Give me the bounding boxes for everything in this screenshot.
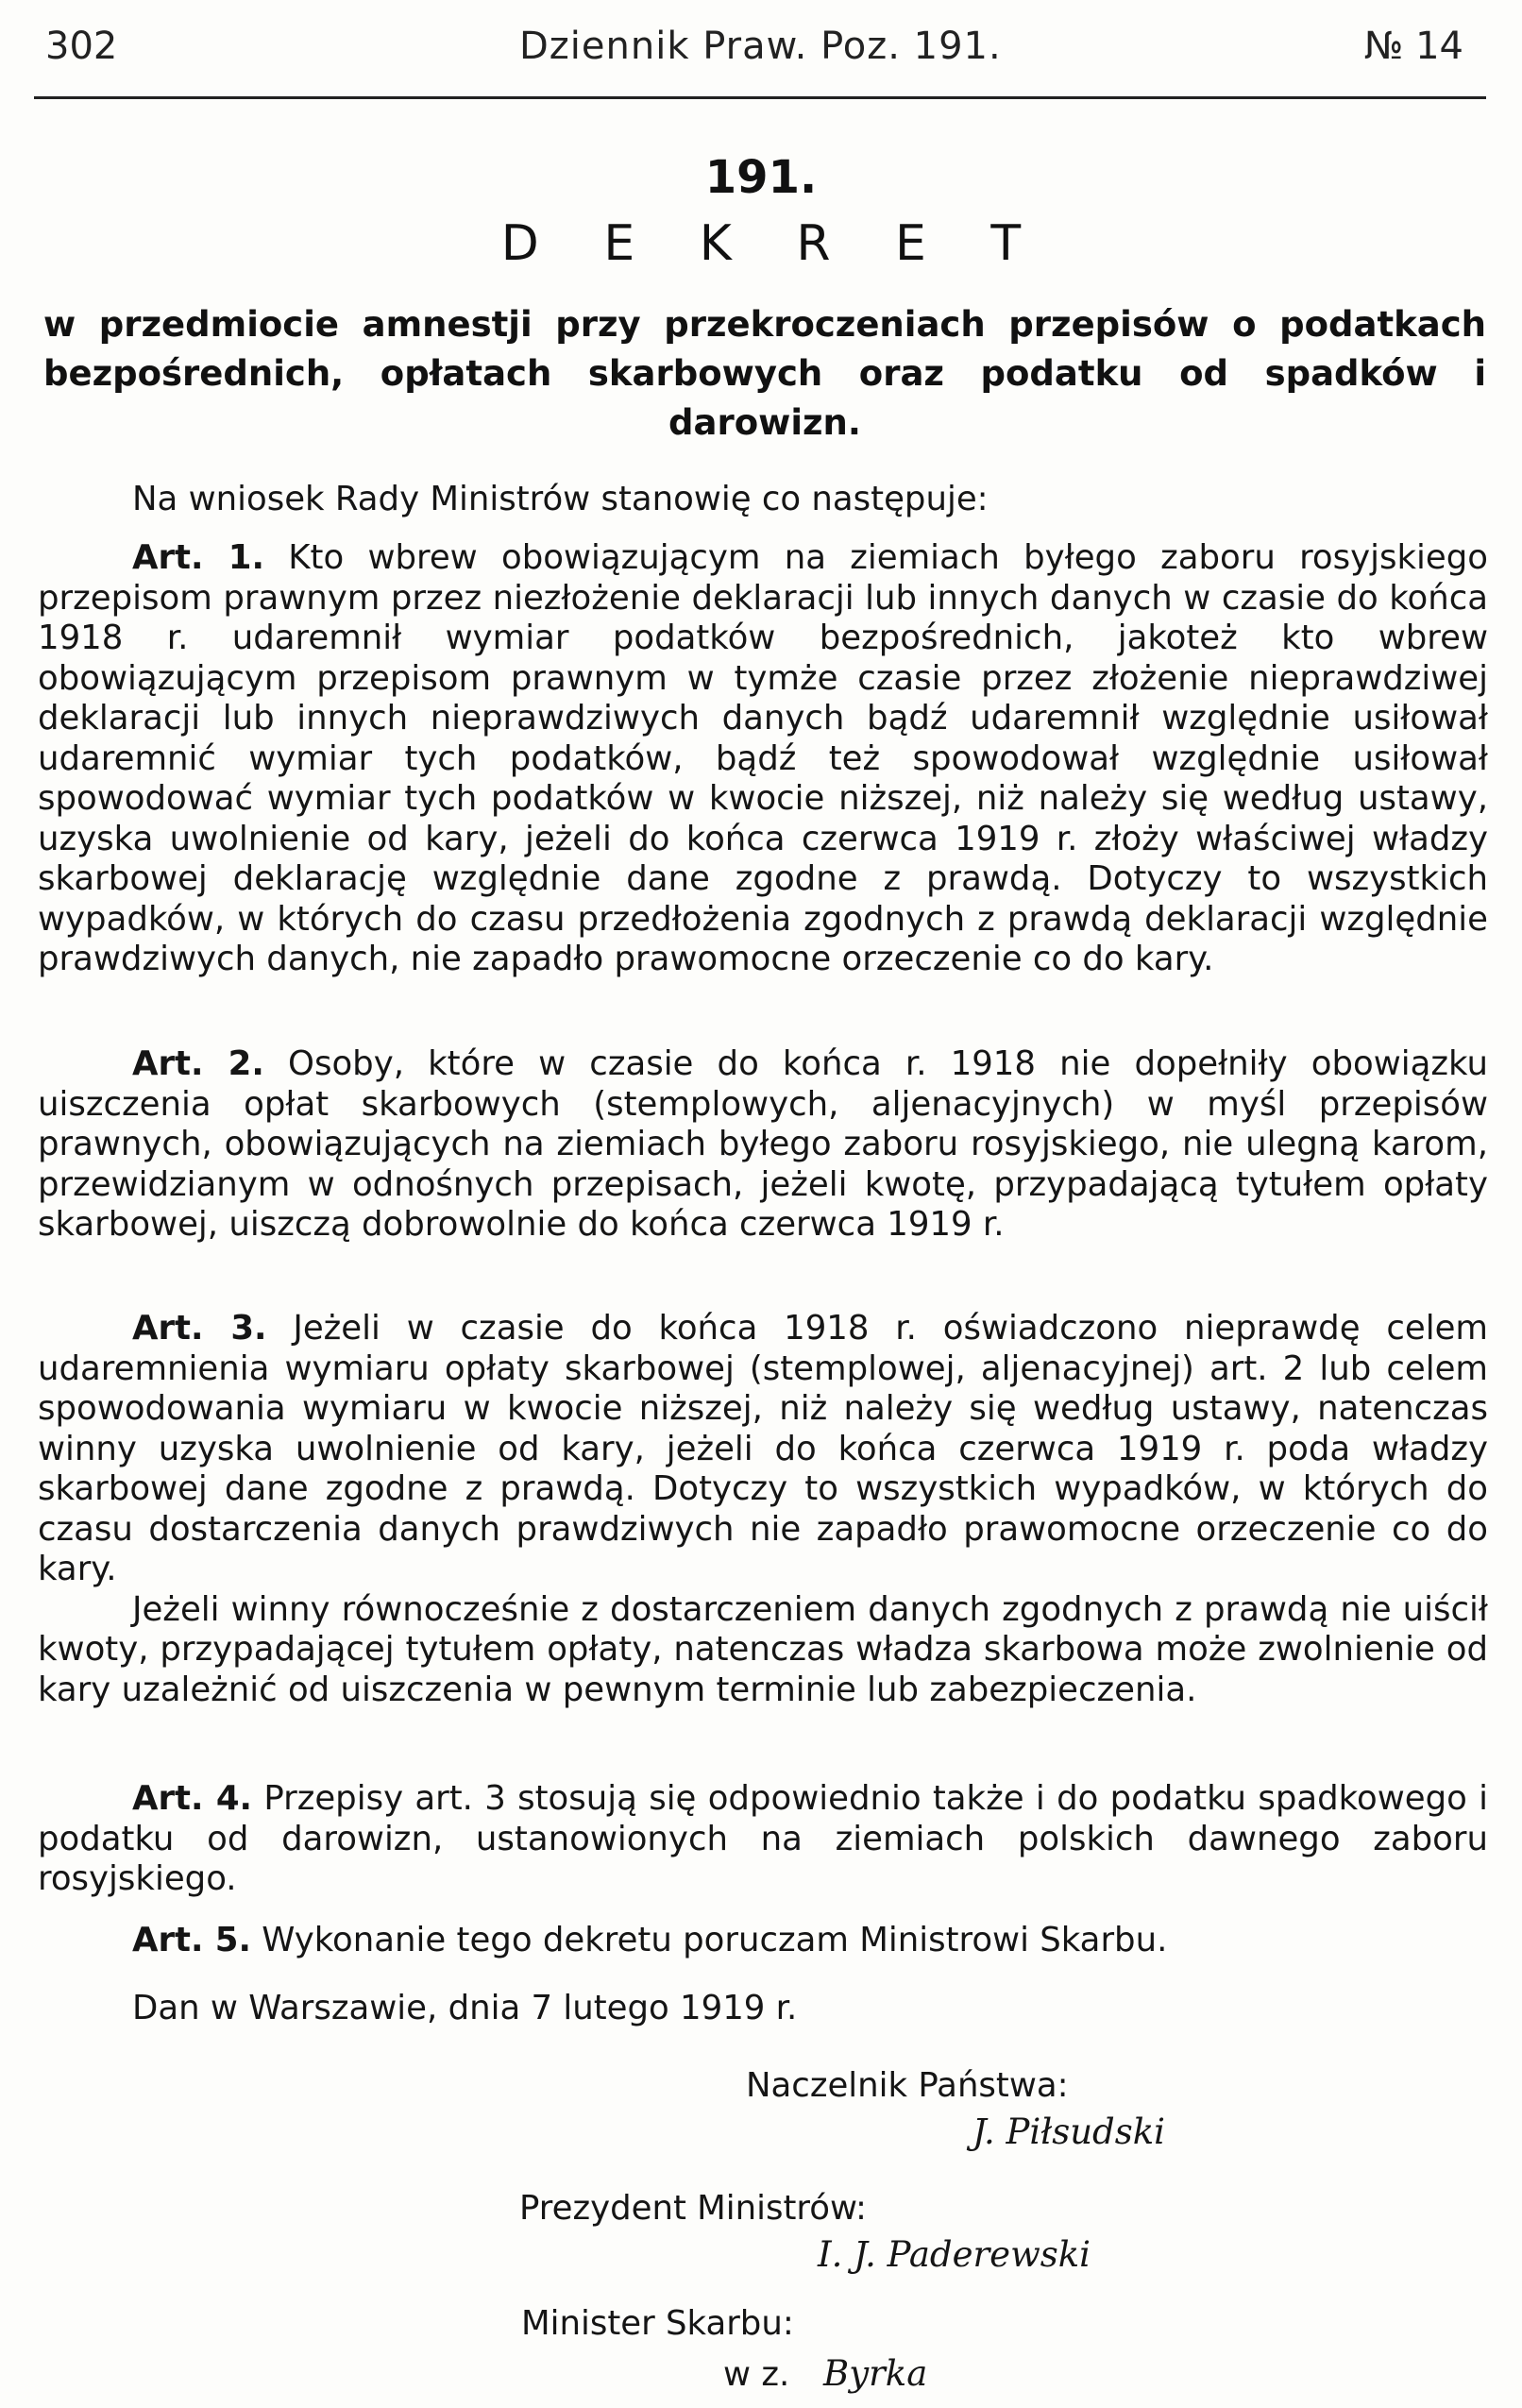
article-text: Wykonanie tego dekretu poruczam Ministrowi Skarbu. (262, 1921, 1168, 1959)
article-3 (38, 1309, 1488, 1710)
article-paragraph (38, 1044, 1488, 1246)
article-label: Art. 3. (132, 1309, 267, 1348)
article-label: Art. 4. (132, 1779, 253, 1818)
article-text: Kto wbrew obowiązującym na ziemiach byłego zaboru rosyjskiego przepisom prawnym przez niezłożenie deklaracji lub innych danych w czasie do końca 1918 r. udaremnił wymiar podatków bezpośrednich, jakoteż kto wbrew obowiązującym przepisom prawnym w tymże czasie przez złożenie nieprawdziwej deklaracji lub innych nieprawdziwych danych bądź udaremnił względnie usiłował udaremnić wymiar tych podatków, bądź też spowodował względnie usiłował spowodować wymiar tych podatków w kwocie niższej, niż należy się według ustawy, uzyska uwolnienie od kary, jeżeli do końca czerwca 1919 r. złoży właściwej władzy skarbowej deklarację względnie dane zgodne z prawdą. Dotyczy to wszystkich wypadków, w których do czasu przedłożenia zgodnych z prawdą deklaracji względnie prawdziwych danych, nie zapadło prawomocne orzeczenie co do kary. (38, 538, 1489, 978)
head-of-state-signature: J. Piłsudski (972, 2111, 1165, 2152)
preamble-text: Na wniosek Rady Ministrów stanowię co następuje: (132, 480, 989, 518)
issue-number: № 14 (1363, 25, 1463, 68)
article-label: Art. 5. (132, 1921, 251, 1959)
article-paragraph (38, 538, 1488, 980)
article-4 (38, 1779, 1488, 1900)
prime-minister-title: Prezydent Ministrów: (519, 2189, 868, 2228)
decree-number: 191. (704, 151, 818, 204)
finance-minister-prefix: w z. (723, 2355, 790, 2394)
article-paragraph (38, 1309, 1488, 1590)
article-text: Osoby, które w czasie do końca r. 1918 nie dopełniły obowiązku uiszczenia opłat skarbowych (stemplowych, aljenacyjnych) w myśl przepisów prawnych, obowiązujących na ziemiach byłego zaboru rosyjskiego, nie ulegną karom, przewidzianym w odnośnych przepisach, jeżeli kwotę, przypadającą tytułem opłaty skarbowej, uiszczą dobrowolnie do końca czerwca 1919 r. (38, 1044, 1488, 1244)
article-text: Przepisy art. 3 stosują się odpowiednio także i do podatku spadkowego i podatku od darowizn, ustanowionych na ziemiach polskich dawnego zaboru rosyjskiego. (38, 1779, 1488, 1898)
article-1 (38, 538, 1488, 980)
preamble (38, 480, 1488, 520)
article-5 (38, 1921, 1488, 1961)
head-of-state-title: Naczelnik Państwa: (746, 2066, 1069, 2105)
date-text: Dan w Warszawie, dnia 7 lutego 1919 r. (132, 1989, 798, 2027)
decree-heading: D E K R E T (500, 215, 1046, 272)
finance-minister-signature: Byrka (823, 2353, 928, 2394)
journal-reference: Dziennik Praw. Poz. 191. (519, 25, 1002, 68)
page-number: 302 (45, 25, 118, 68)
finance-minister-title: Minister Skarbu: (521, 2304, 794, 2343)
article-label: Art. 1. (132, 538, 264, 577)
article-paragraph (38, 1921, 1488, 1961)
page-header (38, 17, 1484, 74)
prime-minister-signature: I. J. Paderewski (818, 2234, 1091, 2275)
date-line (38, 1989, 1488, 2029)
article-paragraph-continued: Jeżeli winny równocześnie z dostarczeniem danych zgodnych z prawdą nie uiścił kwoty, przypadającej tytułem opłaty, natenczas władza skarbowa może zwolnienie od kary uzależnić od uiszczenia w pewnym terminie lub zabezpieczenia. (38, 1589, 1488, 1709)
article-paragraph (38, 1779, 1488, 1900)
article-label: Art. 2. (132, 1044, 264, 1083)
article-text: Jeżeli w czasie do końca 1918 r. oświadczono nieprawdę celem udaremnienia wymiaru opłaty skarbowej (stemplowej, aljenacyjnej) art. 2 lub celem spowodowania wymiaru w kwocie niższej, niż należy się według ustawy, natenczas winny uzyska uwolnienie od kary, jeżeli do końca czerwca 1919 r. poda władzy skarbowej dane zgodne z prawdą. Dotyczy to wszystkich wypadków, w których do czasu dostarczenia danych prawdziwych nie zapadło prawomocne orzeczenie co do kary. (38, 1309, 1488, 1588)
header-rule (34, 96, 1486, 99)
decree-subject: w przedmiocie amnestji przy przekroczeniach przepisów o podatkach bezpośrednich, opłatach skarbowych oraz podatku od spadków i darowizn. (43, 304, 1486, 443)
article-2 (38, 1044, 1488, 1246)
